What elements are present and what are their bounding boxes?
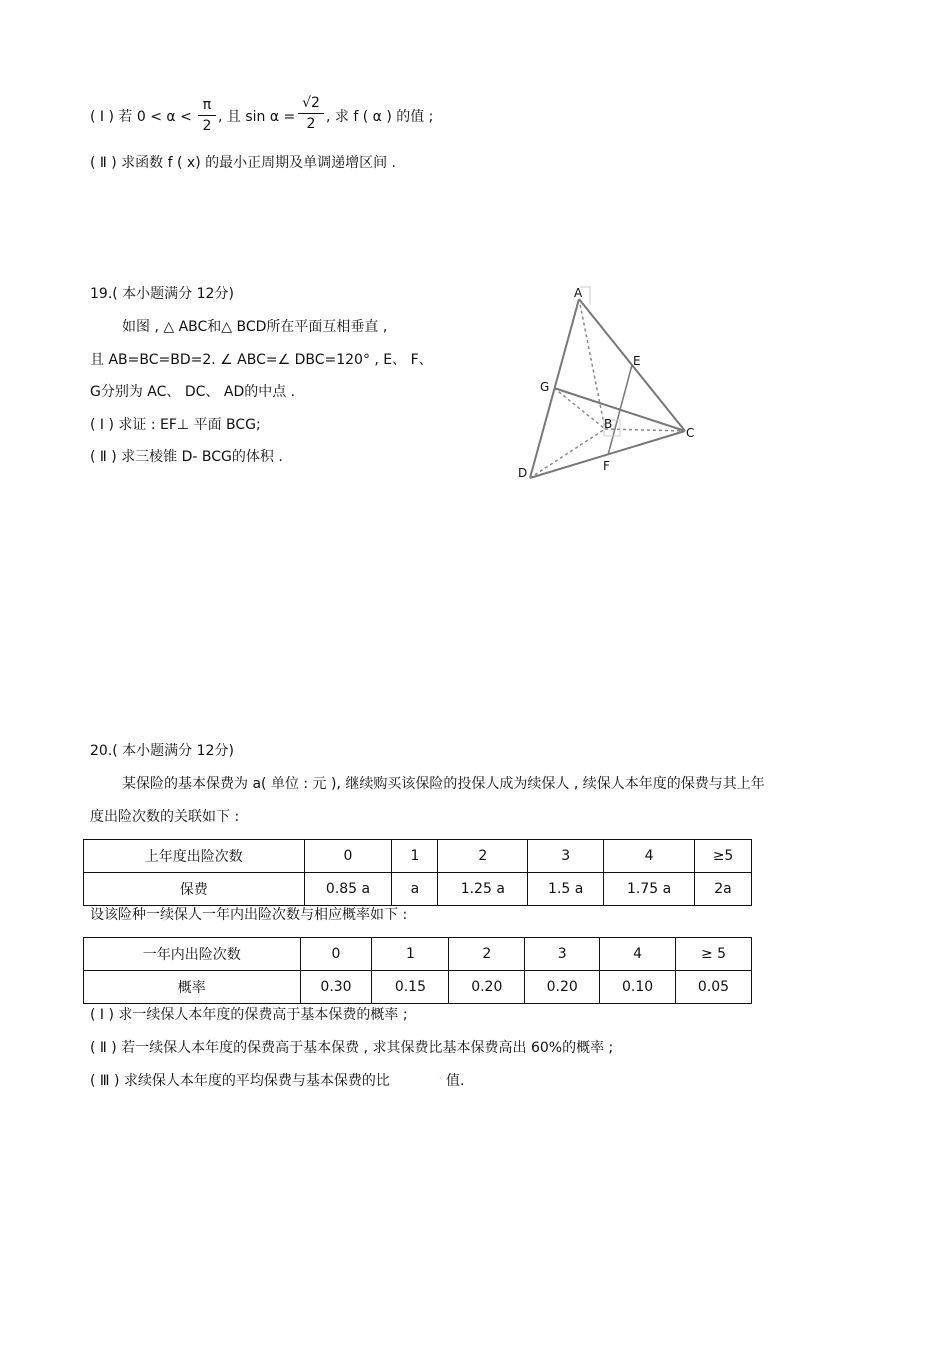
table-cell: 4 [600,938,676,971]
tetrahedron-figure [500,275,720,490]
label-f: F [603,459,610,473]
fraction-denominator: 2 [202,118,212,134]
edge-ab-hidden [579,299,605,429]
q19-part2: ( Ⅱ ) 求三棱锥 D- BCG的体积 . [90,449,283,465]
table-cell: 4 [604,840,695,873]
q18-part2: ( Ⅱ ) 求函数 f ( x) 的最小正周期及单调递增区间 . [90,155,397,171]
table-cell: a [392,873,438,906]
fraction-bar [298,113,324,114]
stray-dot-mark: · [439,1074,442,1083]
row-label: 概率 [84,971,301,1004]
q20-part3-suffix: 值. [446,1073,465,1089]
label-c: C [686,426,695,440]
label-b: B [604,417,613,431]
table-cell: 0.05 [676,971,752,1004]
table-cell: 0 [300,938,372,971]
q19-line3: G分别为 AC、 DC、 AD的中点 . [90,384,296,400]
table-cell: 3 [525,938,600,971]
table-cell: ≥5 [695,840,752,873]
table-cell: ≥ 5 [676,938,752,971]
table-cell: 2 [438,840,528,873]
edge-bc-hidden [605,429,685,431]
table-cell: 2a [695,873,752,906]
label-d: D [518,466,528,480]
sqrt2-over-2-fraction [298,95,324,132]
q19-header: 19.( 本小题满分 12分) [90,286,234,302]
table-cell: 0.20 [449,971,525,1004]
q20-part1: ( Ⅰ ) 求一续保人本年度的保费高于基本保费的概率 ; [90,1007,408,1023]
label-a: A [574,286,583,300]
premium-table [83,839,752,906]
table-cell: 1 [372,938,449,971]
table-cell: 1.25 a [438,873,528,906]
q18-part1-middle: , 且 sin α = [218,109,296,125]
fraction-denominator: 2 [306,116,316,132]
table-cell: 2 [449,938,525,971]
table-cell: 3 [528,840,604,873]
row-label: 上年度出险次数 [84,840,305,873]
q19-line2: 且 AB=BC=BD=2. ∠ ABC=∠ DBC=120° , E、 F、 [90,352,433,368]
row-label: 保费 [84,873,305,906]
table-cell: 0.20 [525,971,600,1004]
table-cell: 0.10 [600,971,676,1004]
table-cell: 0.85 a [304,873,392,906]
label-g: G [540,380,550,394]
q19-part1: ( Ⅰ ) 求证 : EF⊥ 平面 BCG; [90,417,261,433]
table-row [84,971,752,1004]
pi-over-2-fraction [198,97,216,134]
row-label: 一年内出险次数 [84,938,301,971]
table-cell: 0.30 [300,971,372,1004]
q20-header: 20.( 本小题满分 12分) [90,743,234,759]
probability-table [83,937,752,1004]
fraction-numerator: √2 [302,95,320,111]
q20-mid-text: 设该险种一续保人一年内出险次数与相应概率如下 : [90,907,408,923]
q18-part1-prefix: ( Ⅰ ) 若 0 < α < [90,109,192,125]
table-row [84,840,752,873]
q18-part1-suffix: , 求 f ( α ) 的值 ; [326,109,434,125]
q20-intro-line1: 某保险的基本保费为 a( 单位 : 元 ), 继续购买该保险的投保人成为续保人 , 续保人本年度的保费与其上年 [122,776,765,792]
q20-part2: ( Ⅱ ) 若一续保人本年度的保费高于基本保费 , 求其保费比基本保费高出 60%的概率 ; [90,1040,614,1056]
table-cell: 1.5 a [528,873,604,906]
fraction-numerator: π [202,97,212,113]
label-e: E [633,354,641,368]
table-row [84,938,752,971]
table-cell: 0 [304,840,392,873]
table-row [84,873,752,906]
table-cell: 1 [392,840,438,873]
table-cell: 0.15 [372,971,449,1004]
q20-part3-prefix: ( Ⅲ ) 求续保人本年度的平均保费与基本保费的比 [90,1073,390,1089]
q20-intro-line2: 度出险次数的关联如下 : [90,809,240,825]
fraction-bar [198,115,216,116]
q19-line1: 如图 , △ ABC和△ BCD所在平面互相垂直 , [122,319,388,335]
table-cell: 1.75 a [604,873,695,906]
segment-ef [608,365,632,455]
